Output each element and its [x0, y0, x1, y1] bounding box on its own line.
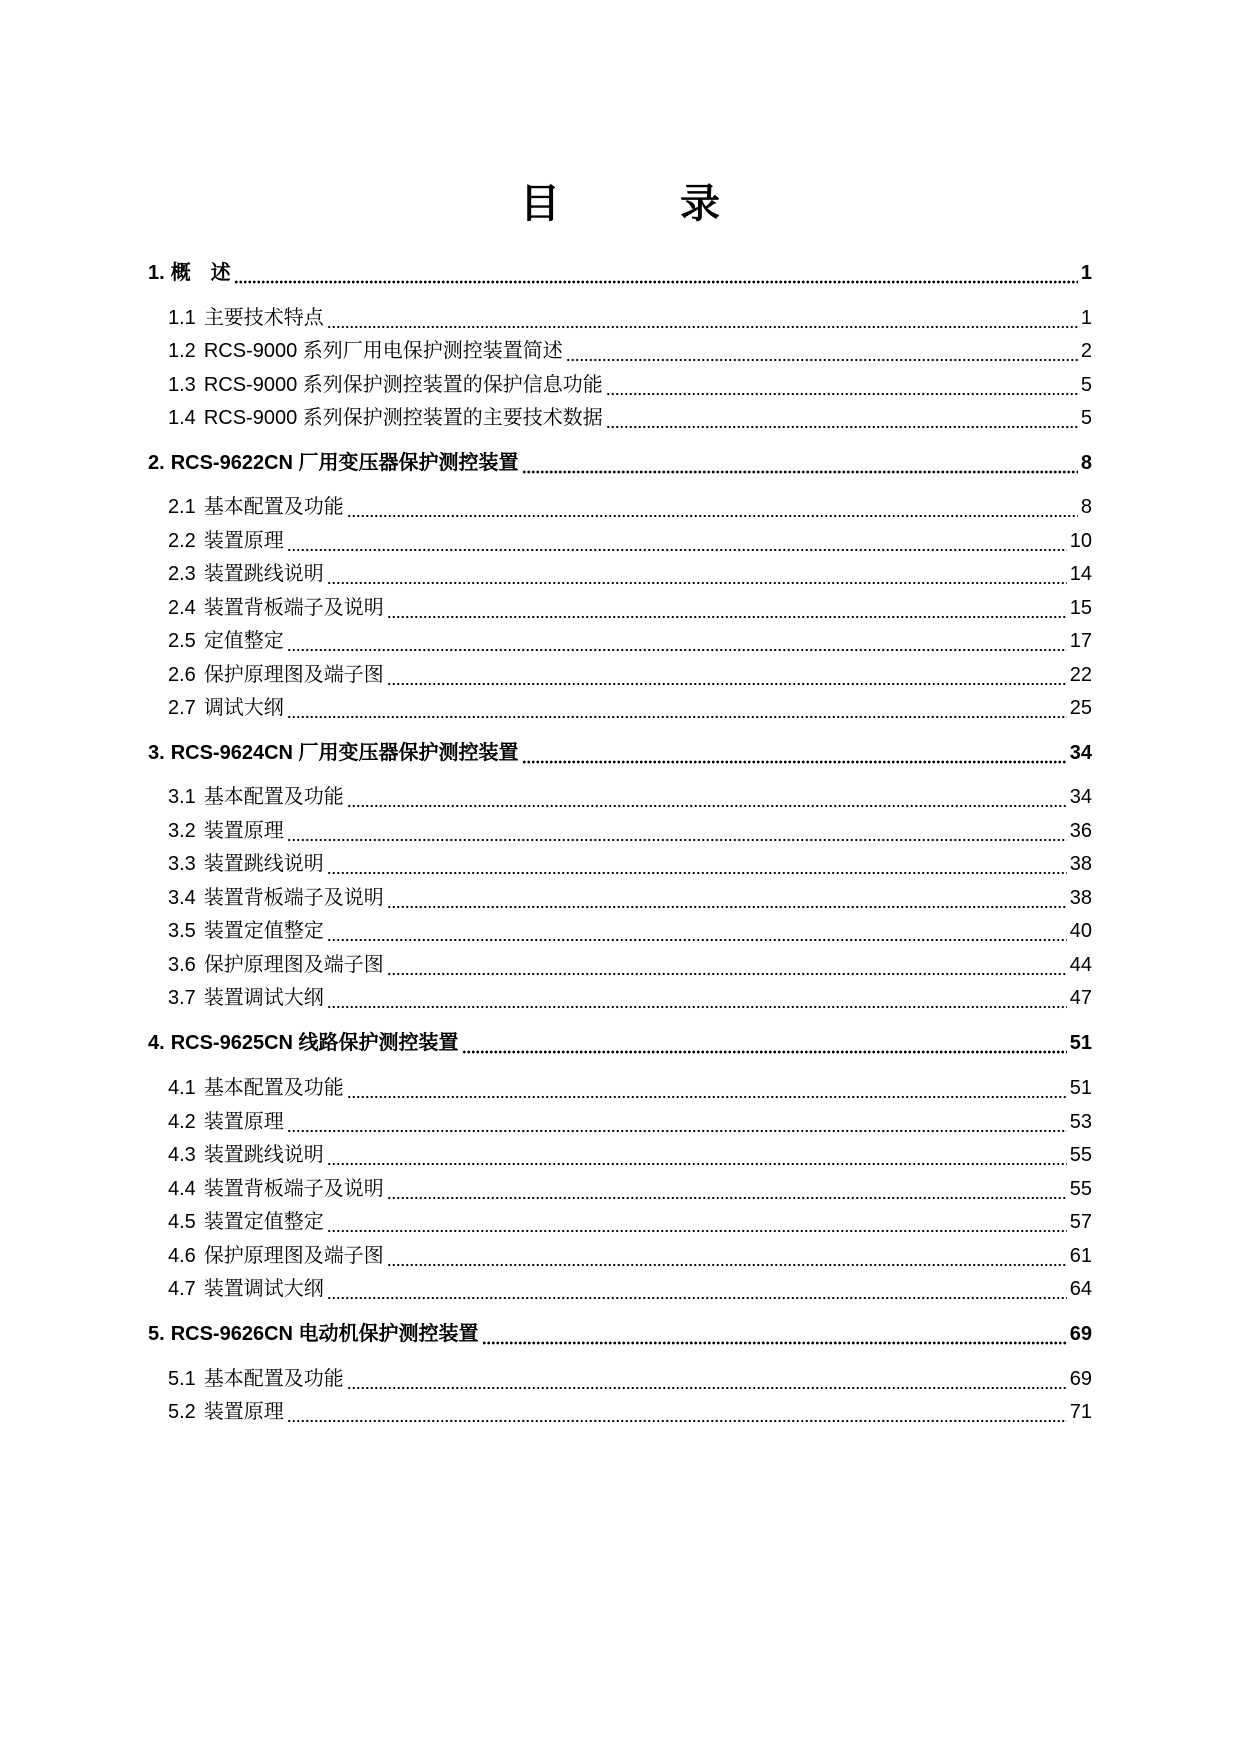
toc-page-number: 1 — [1080, 307, 1092, 329]
dot-leader — [327, 1207, 1067, 1237]
toc-entry-text: RCS-9625CN 线路保护测控装置 — [170, 1032, 459, 1054]
toc-page-number: 22 — [1069, 664, 1092, 686]
toc-entry-number: 2.3 — [168, 563, 196, 585]
dot-leader — [387, 883, 1067, 913]
toc-entry-number: 4.2 — [168, 1111, 196, 1133]
toc-page-number: 71 — [1069, 1401, 1092, 1423]
toc-entry-number: 2.4 — [168, 597, 196, 619]
dot-leader — [327, 983, 1067, 1013]
toc-entry-text: 装置调试大纲 — [203, 987, 324, 1009]
toc-section[interactable] — [168, 693, 1092, 723]
toc-entry-title — [168, 1073, 344, 1103]
toc-section[interactable] — [168, 1174, 1092, 1204]
toc-page-number: 8 — [1080, 452, 1092, 474]
toc-entry-number: 4.4 — [168, 1178, 196, 1200]
toc-page-number: 14 — [1069, 563, 1092, 585]
toc-entry-text: RCS-9000 系列保护测控装置的保护信息功能 — [203, 374, 603, 396]
dot-leader — [347, 492, 1078, 522]
dot-leader — [327, 916, 1067, 946]
dot-leader — [482, 1319, 1067, 1349]
toc-section[interactable] — [168, 1073, 1092, 1103]
toc-page-number: 5 — [1080, 374, 1092, 396]
toc-page-number: 55 — [1069, 1144, 1092, 1166]
toc-entry-number: 4.7 — [168, 1278, 196, 1300]
toc-page-number: 38 — [1069, 887, 1092, 909]
toc-page-number: 61 — [1069, 1245, 1092, 1267]
toc-entry-title — [168, 950, 384, 980]
toc-entry-number: 3.7 — [168, 987, 196, 1009]
toc-entry-number: 4. — [148, 1032, 165, 1054]
toc-entry-title — [168, 370, 603, 400]
dot-leader — [387, 1174, 1067, 1204]
toc-page-number: 2 — [1080, 340, 1092, 362]
toc-entry-number: 5.2 — [168, 1401, 196, 1423]
toc-page-number: 55 — [1069, 1178, 1092, 1200]
toc-section[interactable] — [168, 983, 1092, 1013]
dot-leader — [287, 626, 1067, 656]
toc-page-number: 69 — [1069, 1368, 1092, 1390]
toc-page-number: 53 — [1069, 1111, 1092, 1133]
toc-section[interactable] — [168, 403, 1092, 433]
toc-page-number: 47 — [1069, 987, 1092, 1009]
toc-chapter[interactable] — [148, 1319, 1092, 1349]
toc-entry-title — [168, 1274, 324, 1304]
dot-leader — [566, 336, 1078, 366]
toc-entry-number: 3.1 — [168, 786, 196, 808]
toc-entry-text: 主要技术特点 — [203, 307, 324, 329]
toc-entry-text: RCS-9000 系列保护测控装置的主要技术数据 — [203, 407, 603, 429]
toc-entry-text: 装置跳线说明 — [203, 563, 324, 585]
toc-entry-number: 3.6 — [168, 954, 196, 976]
dot-leader — [606, 403, 1078, 433]
toc-section[interactable] — [168, 816, 1092, 846]
toc-entry-number: 4.5 — [168, 1211, 196, 1233]
toc-page-number: 10 — [1069, 530, 1092, 552]
toc-page-number: 25 — [1069, 697, 1092, 719]
toc-entry-text: 基本配置及功能 — [203, 786, 344, 808]
toc-entry-title — [148, 1319, 479, 1349]
toc-page-number: 51 — [1069, 1032, 1092, 1054]
toc-entry-text: 保护原理图及端子图 — [203, 664, 384, 686]
toc-entry-number: 2.6 — [168, 664, 196, 686]
toc-page-number: 1 — [1080, 262, 1092, 284]
toc-entry-title — [168, 1174, 384, 1204]
toc-entry-title — [168, 1140, 324, 1170]
toc-entry-number: 2.5 — [168, 630, 196, 652]
toc-section[interactable] — [168, 559, 1092, 589]
toc-entry-title — [168, 883, 384, 913]
toc-entry-title — [168, 816, 284, 846]
dot-leader — [327, 1140, 1067, 1170]
toc-page-number: 69 — [1069, 1323, 1092, 1345]
toc-page-number: 64 — [1069, 1278, 1092, 1300]
toc-entry-number: 4.1 — [168, 1077, 196, 1099]
page-title: 目 录 — [520, 180, 760, 227]
toc-entry-number: 4.3 — [168, 1144, 196, 1166]
toc-entry-text: 装置原理 — [203, 1111, 284, 1133]
dot-leader — [606, 370, 1078, 400]
toc-page-number: 38 — [1069, 853, 1092, 875]
toc-entry-number: 2.7 — [168, 697, 196, 719]
toc-entry-text: 概 述 — [170, 262, 231, 284]
toc-entry-number: 1.4 — [168, 407, 196, 429]
toc-page-number: 51 — [1069, 1077, 1092, 1099]
toc-entry-text: 基本配置及功能 — [203, 1077, 344, 1099]
toc-section[interactable] — [168, 336, 1092, 366]
dot-leader — [347, 782, 1067, 812]
toc-chapter[interactable] — [148, 1028, 1092, 1058]
toc-section[interactable] — [168, 1397, 1092, 1427]
toc-chapter[interactable] — [148, 448, 1092, 478]
toc-entry-number: 4.6 — [168, 1245, 196, 1267]
dot-leader — [327, 1274, 1067, 1304]
dot-leader — [287, 693, 1067, 723]
toc-entry-title — [168, 1241, 384, 1271]
toc-section[interactable] — [168, 492, 1092, 522]
dot-leader — [387, 593, 1067, 623]
toc-entry-title — [168, 526, 284, 556]
toc-entry-number: 2. — [148, 452, 165, 474]
toc-section[interactable] — [168, 526, 1092, 556]
toc-section[interactable] — [168, 370, 1092, 400]
toc-entry-number: 5. — [148, 1323, 165, 1345]
toc-entry-title — [168, 593, 384, 623]
toc-section[interactable] — [168, 593, 1092, 623]
toc-section[interactable] — [168, 950, 1092, 980]
toc-entry-text: 装置原理 — [203, 1401, 284, 1423]
toc-section[interactable] — [168, 626, 1092, 656]
toc-entry-title — [168, 1207, 324, 1237]
toc-entry-title — [168, 782, 344, 812]
toc-entry-title — [168, 660, 384, 690]
toc-entry-title — [168, 626, 284, 656]
toc-entry-text: 装置定值整定 — [203, 920, 324, 942]
toc-entry-number: 1.1 — [168, 307, 196, 329]
dot-leader — [287, 1107, 1067, 1137]
toc-entry-text: 基本配置及功能 — [203, 1368, 344, 1390]
toc-section[interactable] — [168, 1207, 1092, 1237]
toc-entry-number: 1.3 — [168, 374, 196, 396]
toc-page-number: 5 — [1080, 407, 1092, 429]
toc-entry-title — [168, 559, 324, 589]
toc-entry-number: 3.5 — [168, 920, 196, 942]
toc-entry-text: 装置原理 — [203, 530, 284, 552]
toc-entry-text: 调试大纲 — [203, 697, 284, 719]
toc-entry-text: 装置背板端子及说明 — [203, 1178, 384, 1200]
toc-entry-text: 装置原理 — [203, 820, 284, 842]
toc-entry-title — [168, 983, 324, 1013]
dot-leader — [234, 258, 1078, 288]
toc-entry-number: 3. — [148, 742, 165, 764]
dot-leader — [287, 526, 1067, 556]
toc-entry-title — [168, 1364, 344, 1394]
toc-entry-text: 基本配置及功能 — [203, 496, 344, 518]
dot-leader — [347, 1364, 1067, 1394]
toc-page-number: 8 — [1080, 496, 1092, 518]
dot-leader — [522, 448, 1078, 478]
dot-leader — [462, 1028, 1067, 1058]
toc-section[interactable] — [168, 1241, 1092, 1271]
toc-entry-title — [148, 738, 519, 768]
toc-section[interactable] — [168, 1107, 1092, 1137]
toc-entry-number: 3.3 — [168, 853, 196, 875]
toc-section[interactable] — [168, 1274, 1092, 1304]
toc-entry-number: 2.2 — [168, 530, 196, 552]
toc-page-number: 15 — [1069, 597, 1092, 619]
dot-leader — [347, 1073, 1067, 1103]
dot-leader — [387, 950, 1067, 980]
dot-leader — [522, 738, 1067, 768]
toc-chapter[interactable] — [148, 258, 1092, 288]
toc-page-number: 17 — [1069, 630, 1092, 652]
toc-entry-number: 2.1 — [168, 496, 196, 518]
toc-entry-title — [148, 1028, 459, 1058]
toc-entry-title — [168, 403, 603, 433]
toc-entry-title — [168, 916, 324, 946]
toc-section[interactable] — [168, 849, 1092, 879]
toc-entry-text: 装置背板端子及说明 — [203, 597, 384, 619]
toc-entry-text: 定值整定 — [203, 630, 284, 652]
toc-entry-title — [168, 336, 563, 366]
toc-entry-number: 1. — [148, 262, 165, 284]
toc-entry-title — [148, 448, 519, 478]
toc-entry-text: RCS-9622CN 厂用变压器保护测控装置 — [170, 452, 519, 474]
toc-entry-text: 装置背板端子及说明 — [203, 887, 384, 909]
toc-section[interactable] — [168, 883, 1092, 913]
toc-section[interactable] — [168, 660, 1092, 690]
toc-page-number: 40 — [1069, 920, 1092, 942]
toc-entry-text: 装置跳线说明 — [203, 853, 324, 875]
toc-entry-number: 5.1 — [168, 1368, 196, 1390]
toc-entry-title — [168, 303, 324, 333]
toc-page-number: 44 — [1069, 954, 1092, 976]
toc-entry-text: 保护原理图及端子图 — [203, 1245, 384, 1267]
toc-section[interactable] — [168, 916, 1092, 946]
toc-entry-number: 3.4 — [168, 887, 196, 909]
toc-entry-title — [148, 258, 231, 288]
toc-page-number: 34 — [1069, 742, 1092, 764]
toc-entry-text: 装置跳线说明 — [203, 1144, 324, 1166]
toc-entry-number: 3.2 — [168, 820, 196, 842]
dot-leader — [287, 816, 1067, 846]
dot-leader — [387, 660, 1067, 690]
toc-section[interactable] — [168, 1140, 1092, 1170]
toc-section[interactable] — [168, 782, 1092, 812]
dot-leader — [327, 559, 1067, 589]
toc-page-number: 57 — [1069, 1211, 1092, 1233]
toc-entry-title — [168, 492, 344, 522]
toc-entry-title — [168, 849, 324, 879]
toc-page-number: 34 — [1069, 786, 1092, 808]
toc-section[interactable] — [168, 1364, 1092, 1394]
toc-entry-text: 装置调试大纲 — [203, 1278, 324, 1300]
toc-entry-text: RCS-9626CN 电动机保护测控装置 — [170, 1323, 479, 1345]
toc-page-number: 36 — [1069, 820, 1092, 842]
toc-entry-title — [168, 693, 284, 723]
dot-leader — [387, 1241, 1067, 1271]
toc-entry-text: RCS-9624CN 厂用变压器保护测控装置 — [170, 742, 519, 764]
toc-section[interactable] — [168, 303, 1092, 333]
dot-leader — [287, 1397, 1067, 1427]
toc-entry-text: 装置定值整定 — [203, 1211, 324, 1233]
dot-leader — [327, 303, 1078, 333]
toc-entry-text: RCS-9000 系列厂用电保护测控装置简述 — [203, 340, 563, 362]
toc-chapter[interactable] — [148, 738, 1092, 768]
toc-entry-number: 1.2 — [168, 340, 196, 362]
toc-entry-title — [168, 1397, 284, 1427]
toc-entry-title — [168, 1107, 284, 1137]
toc-entry-text: 保护原理图及端子图 — [203, 954, 384, 976]
dot-leader — [327, 849, 1067, 879]
